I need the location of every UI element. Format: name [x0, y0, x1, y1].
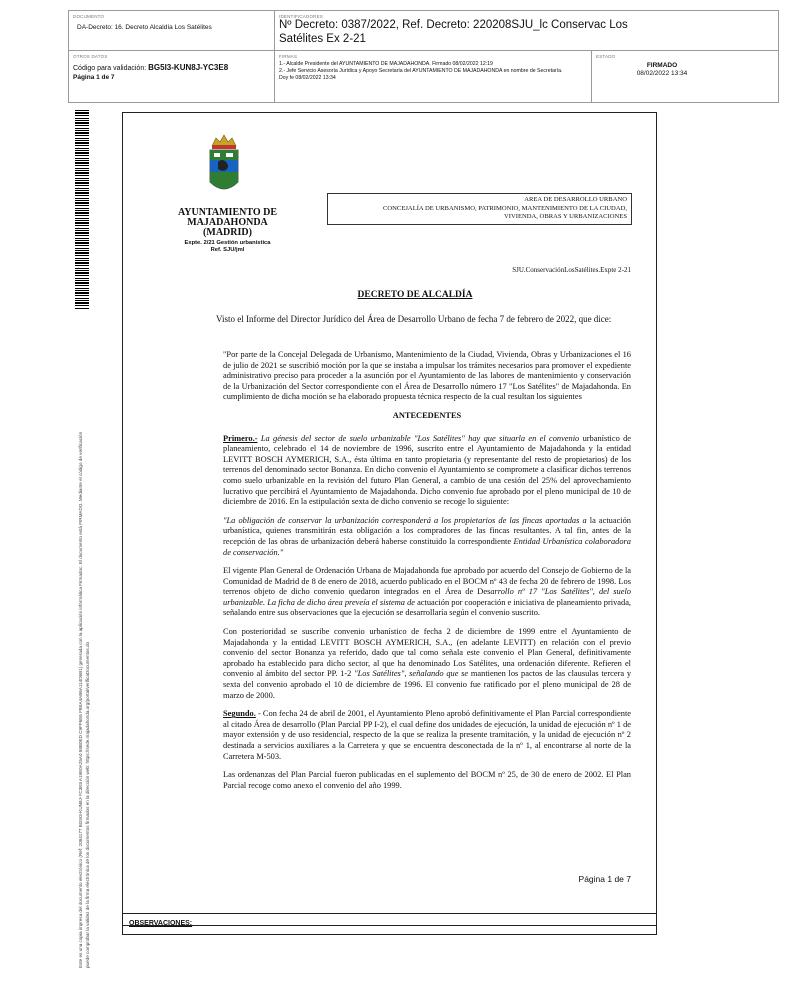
paragraph-mocion: "Por parte de la Concejal Delegada de Urbanismo, Mantenimiento de la Ciudad, Vivienda, Obras y Urbanizaciones el 16 de julio de 2021 se suscribió moción por la que se instaba a impulsar los trámites necesarios para promover el expediente administrativo preciso para proceder a la asunción por el Ayuntamiento de las labores de mantenimiento y conservación de la Urbanización del Sector correspondiente con el Área de Desarrollo número 17 "Los Satélites" de Majadahonda. En cumplimiento de dicha moción se ha elaborado propuesta técnica respecto de la cual resultan los siguientes	[223, 350, 631, 402]
segundo-label: Segundo.	[223, 709, 256, 719]
pagina-label: Página 1 de 7	[73, 74, 115, 81]
codigo-validacion	[73, 63, 228, 72]
observaciones-box	[122, 913, 657, 935]
estado-label: ESTADO	[596, 54, 616, 59]
org-name-line3: (MADRID)	[203, 227, 252, 238]
area-line3: VIVIENDA, OBRAS Y URBANIZACIONES	[504, 213, 627, 220]
paragraph-primero	[223, 434, 631, 508]
barcode	[75, 110, 89, 310]
paragraph-segundo	[223, 709, 631, 762]
page-footer: Página 1 de 7	[578, 874, 631, 884]
org-name-line2: MAJADAHONDA	[187, 217, 268, 228]
paragraph-quote	[223, 516, 631, 558]
primero-label: Primero.-	[223, 433, 258, 443]
pg-text-italic: arrollo nº 17 "Los Satélites", del suelo urbanizable. La ficha de dicho área preveía el sistema de	[223, 587, 631, 607]
side-verification-text-1: Este es una copia impresa del documento electrónico (Ref: 2084177 BG5I3-KUN8J-YC3E8 A19E0A25A0 58B0ED C9FF6E6 F8EA4AB6A114D6B1) generada con la aplicación informática Firmadoc. El documento está FIRMADO. Mediante el código de verificación	[78, 431, 83, 968]
area-line2: CONCEJALÍA DE URBANISMO, PATRIMONIO, MANTENIMIENTO DE LA CIUDAD,	[383, 204, 627, 212]
identificadores-cell	[275, 11, 778, 51]
identificadores-value: Nº Decreto: 0387/2022, Ref. Decreto: 220208SJU_lc Conservac Los Satélites Ex 2-21	[279, 19, 628, 45]
documento-label: DOCUMENTO	[73, 14, 105, 19]
conv-text-b: mantienen los pactos de las clausulas tercera y sexta del convenio aprobado el 10 de diciembre de 1996. El convenio fue ratificado por el pleno municipal de 28 de marzo de 2000.	[223, 669, 632, 700]
paragraph-ordenanzas: Las ordenanzas del Plan Parcial fueron publicadas en el suplemento del BOCM nº 25, de 30 de enero de 2002. El Plan Parcial recoge como anexo el convenio del año 1999.	[223, 770, 631, 790]
primero-body: urbanístico de planeamiento, celebrado el 14 de noviembre de 1996, suscrito entre el Ayuntamiento de Majadahonda y la entidad LEVITT BOSCH AYMERICH, S.A., ésta última en tanto propietaria (y representante del resto de propietarios) de los terrenos del denominado sector Bonanza. En dicho convenio el Ayuntamiento se compromete a clasificar dichos terrenos como suelo urbanizable en la revisión del futuro Plan General, a cambio de una cesión del 25% del aprovechamiento lucrativo que percibirá el Ayuntamiento de Majadahonda. Dicho convenio fue aprobado por el pleno municipal de 10 de diciembre de 2016. En la estipulación sexta de dicho convenio se recoge lo siguiente:	[223, 433, 632, 507]
pg-text-a: El vigente Plan General de Ordenación Urbana de Majadahonda fue aprobado por acuerdo del Consejo de Gobierno de la Comunidad de Madrid de 8 de enero de 2018, acuerdo publicado en el BOCM nº 43 de fecha 20 de febrero de 1998. Los terrenos objeto de dicho convenio quedaron integrados en el Área de Des	[223, 566, 631, 597]
codigo-label: Código para validación:	[73, 65, 147, 72]
expediente-ref	[160, 240, 295, 254]
primero-title: La génesis del sector de suelo urbanizable "Los Satélites" hay que situarla en el convenio	[260, 433, 580, 443]
estado-value: FIRMADO	[646, 62, 678, 69]
ref-label: Ref. SJU/jml	[210, 247, 245, 253]
identificadores-label: IDENTIFICADORES	[279, 14, 324, 19]
quote-italic: "La obligación de conservar la urbanización corresponderá a los propietarios de las fincas aportadas a	[223, 515, 587, 525]
segundo-body: - Con fecha 24 de abril de 2001, el Ayuntamiento Pleno aprobó definitivamente el Plan Parcial correspondiente al citado Área de desarrollo (Plan Parcial PP I-2), el cual define dos unidades de ejecución, la unidad de ejecución nº 1 de mayor extensión y de uso residencial, respecto de la que se realiza la presente tramitación, y la unidad de ejecución nº 2 destinada a servicios auxiliares a la Carretera y que se encuentra desconectada de la nº 1, al encontrarse al norte de la Carretera M-503.	[223, 709, 631, 761]
quote-end: Entidad Urbanística colaboradora de conservación."	[223, 536, 631, 557]
org-name	[160, 208, 295, 238]
document-header	[68, 10, 779, 103]
conv-text-italic: "Los Satélites", señalando que se	[354, 669, 469, 679]
intro-paragraph: Visto el Informe del Director Jurídico del Área de Desarrollo Urbano de fecha 7 de febrero de 2022, que dice:	[216, 314, 612, 324]
estado-date: 08/02/2022 13:34	[636, 70, 688, 77]
codigo-value: BG5I3-KUN8J-YC3E8	[148, 63, 229, 72]
coat-of-arms-logo	[204, 132, 244, 202]
estado-cell	[592, 51, 778, 102]
otros-datos-cell	[69, 51, 275, 102]
side-verification-text-2: puede comprobar la validez de la firma electrónica de los documentos firmados en la dirección web: https://sede.majadahonda.org/portal/verificaDocumentos.do	[85, 641, 90, 968]
observaciones-label: OBSERVACIONES:	[129, 920, 193, 927]
paragraph-plan-general	[223, 566, 631, 619]
area-line1: AREA DE DESARROLLO URBANO	[524, 196, 627, 203]
area-box	[327, 193, 632, 225]
decree-title: DECRETO DE ALCALDÍA	[357, 290, 473, 300]
pg-text-b: actuación por cooperación e iniciativa de planeamiento privada, señalando entre sus observaciones que la ejecución se desarrollaría según el convenio suscrito.	[223, 597, 632, 618]
firmas-cell	[275, 51, 592, 102]
file-reference: SJU.ConservaciónLosSatélites.Expte 2-21	[512, 266, 631, 274]
firmas-label: FIRMAS	[279, 54, 298, 59]
expediente-label: Expte. 2/21 Gestión urbanística	[184, 240, 271, 246]
paragraph-convenio	[223, 627, 631, 701]
firma-2: 2.- Jefe Servicio Asesoría Jurídica y Apoyo Secretaría del AYUNTAMIENTO DE MAJADAHONDA en nombre de Secretaría. Doy fe 08/02/2022 13:34	[279, 68, 563, 81]
antecedentes-heading: ANTECEDENTES	[392, 410, 462, 420]
otros-datos-label: OTROS DATOS	[73, 54, 108, 59]
firma-1: 1.- Alcalde Presidente del AYUNTAMIENTO DE MAJADAHONDA. Firmado 08/02/2022 12:19	[279, 61, 493, 67]
document-body	[223, 350, 631, 799]
org-name-line1: AYUNTAMIENTO DE	[178, 207, 277, 218]
documento-cell	[69, 11, 275, 51]
documento-value: DA-Decreto: 16. Decreto Alcaldía Los Satélites	[77, 24, 212, 31]
quote-body: la actuación urbanística, quienes transmitirán esta obligación a los compradores de las fincas resultantes. A tal fin, antes de la recepción de las obras de urbanización deberá haberse constituido la correspondiente	[223, 515, 631, 546]
conv-text-a: Con posterioridad se suscribe convenio urbanístico de fecha 2 de diciembre de 1999 entre el Ayuntamiento de Majadahonda y la entidad LEVITT BOSCH AYMERICH, S.A., (en adelante LEVITT) en relación con el previo convenio del sector Bonanza ya referido, dado que tal como señala este convenio el Plan General, definitivamente aprobado ha establecido para dicho sector, al que ha denominado Los Satélites, una ordenación diferente. Refieren el convenio al ámbito del sector PP. 1-2	[223, 627, 631, 679]
